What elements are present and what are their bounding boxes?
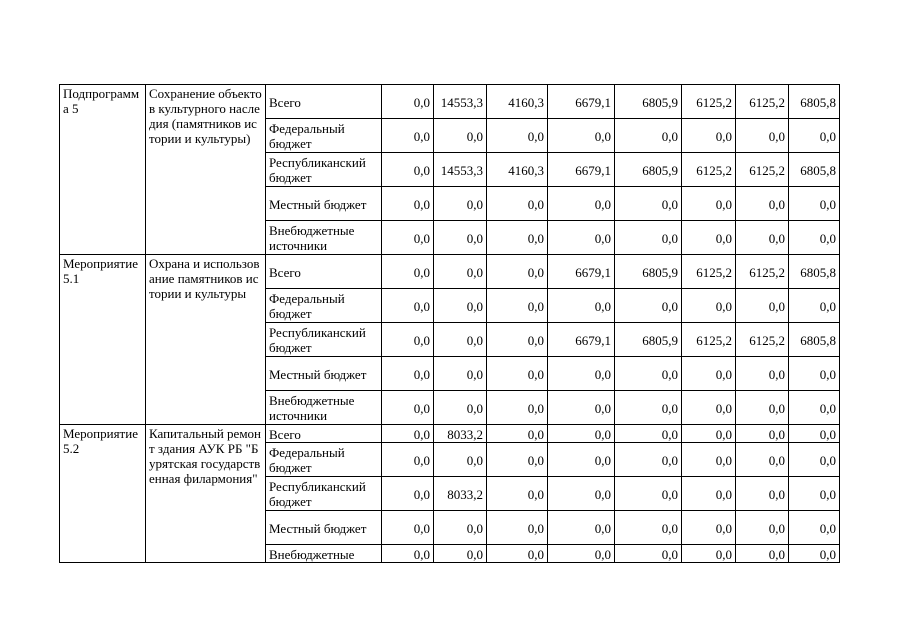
value-cell: 0,0 xyxy=(682,357,736,391)
program-code-cell: Мероприятие 5.1 xyxy=(60,255,146,425)
value-cell: 0,0 xyxy=(382,391,434,425)
value-cell: 6125,2 xyxy=(736,85,789,119)
value-cell: 0,0 xyxy=(382,545,434,563)
value-cell: 0,0 xyxy=(487,477,548,511)
value-cell: 14553,3 xyxy=(434,85,487,119)
value-cell: 0,0 xyxy=(434,443,487,477)
table-row xyxy=(60,255,840,289)
table-row xyxy=(60,425,840,443)
value-cell: 0,0 xyxy=(682,545,736,563)
funding-source-cell: Внебюджетные источники xyxy=(266,391,382,425)
value-cell: 0,0 xyxy=(548,119,615,153)
value-cell: 0,0 xyxy=(382,443,434,477)
value-cell: 6679,1 xyxy=(548,85,615,119)
value-cell: 4160,3 xyxy=(487,85,548,119)
value-cell: 6125,2 xyxy=(682,153,736,187)
value-cell: 0,0 xyxy=(682,511,736,545)
value-cell: 0,0 xyxy=(434,323,487,357)
value-cell: 0,0 xyxy=(487,545,548,563)
value-cell: 0,0 xyxy=(789,545,840,563)
value-cell: 0,0 xyxy=(682,425,736,443)
value-cell: 0,0 xyxy=(736,545,789,563)
value-cell: 0,0 xyxy=(487,425,548,443)
value-cell: 0,0 xyxy=(682,187,736,221)
funding-source-cell: Всего xyxy=(266,425,382,443)
value-cell: 0,0 xyxy=(548,443,615,477)
value-cell: 0,0 xyxy=(789,289,840,323)
value-cell: 0,0 xyxy=(682,391,736,425)
value-cell: 0,0 xyxy=(682,119,736,153)
value-cell: 0,0 xyxy=(682,289,736,323)
value-cell: 0,0 xyxy=(682,221,736,255)
value-cell: 0,0 xyxy=(487,187,548,221)
value-cell: 0,0 xyxy=(548,545,615,563)
funding-source-cell: Республиканский бюджет xyxy=(266,323,382,357)
value-cell: 0,0 xyxy=(382,477,434,511)
value-cell: 0,0 xyxy=(615,391,682,425)
value-cell: 6679,1 xyxy=(548,323,615,357)
value-cell: 0,0 xyxy=(789,443,840,477)
value-cell: 0,0 xyxy=(682,443,736,477)
value-cell: 0,0 xyxy=(382,187,434,221)
value-cell: 6125,2 xyxy=(736,153,789,187)
value-cell: 0,0 xyxy=(548,391,615,425)
value-cell: 0,0 xyxy=(382,153,434,187)
value-cell: 0,0 xyxy=(487,391,548,425)
value-cell: 6805,9 xyxy=(615,323,682,357)
value-cell: 0,0 xyxy=(736,119,789,153)
table-row xyxy=(60,85,840,119)
value-cell: 0,0 xyxy=(789,119,840,153)
value-cell: 0,0 xyxy=(434,255,487,289)
value-cell: 0,0 xyxy=(615,425,682,443)
value-cell: 0,0 xyxy=(487,255,548,289)
value-cell: 0,0 xyxy=(548,357,615,391)
program-code-cell: Подпрограмма 5 xyxy=(60,85,146,255)
value-cell: 0,0 xyxy=(789,187,840,221)
funding-source-cell: Местный бюджет xyxy=(266,187,382,221)
value-cell: 6805,9 xyxy=(615,153,682,187)
funding-source-cell: Федеральный бюджет xyxy=(266,289,382,323)
value-cell: 0,0 xyxy=(548,425,615,443)
value-cell: 0,0 xyxy=(682,477,736,511)
value-cell: 6125,2 xyxy=(682,85,736,119)
value-cell: 6125,2 xyxy=(736,323,789,357)
value-cell: 0,0 xyxy=(615,221,682,255)
value-cell: 6125,2 xyxy=(682,323,736,357)
value-cell: 0,0 xyxy=(487,289,548,323)
value-cell: 0,0 xyxy=(382,85,434,119)
value-cell: 0,0 xyxy=(615,357,682,391)
value-cell: 0,0 xyxy=(615,443,682,477)
value-cell: 0,0 xyxy=(789,357,840,391)
value-cell: 0,0 xyxy=(789,221,840,255)
value-cell: 0,0 xyxy=(382,119,434,153)
value-cell: 0,0 xyxy=(789,477,840,511)
value-cell: 0,0 xyxy=(789,511,840,545)
value-cell: 0,0 xyxy=(736,187,789,221)
value-cell: 0,0 xyxy=(615,511,682,545)
value-cell: 0,0 xyxy=(789,391,840,425)
value-cell: 0,0 xyxy=(615,289,682,323)
value-cell: 0,0 xyxy=(736,477,789,511)
value-cell: 0,0 xyxy=(548,221,615,255)
value-cell: 0,0 xyxy=(434,511,487,545)
value-cell: 0,0 xyxy=(548,289,615,323)
value-cell: 0,0 xyxy=(548,477,615,511)
value-cell: 0,0 xyxy=(487,221,548,255)
value-cell: 4160,3 xyxy=(487,153,548,187)
value-cell: 0,0 xyxy=(789,425,840,443)
value-cell: 0,0 xyxy=(487,323,548,357)
value-cell: 0,0 xyxy=(382,425,434,443)
funding-source-cell: Местный бюджет xyxy=(266,511,382,545)
budget-table-body xyxy=(60,85,840,563)
value-cell: 0,0 xyxy=(434,221,487,255)
value-cell: 0,0 xyxy=(434,119,487,153)
value-cell: 0,0 xyxy=(736,289,789,323)
value-cell: 0,0 xyxy=(548,187,615,221)
value-cell: 8033,2 xyxy=(434,477,487,511)
value-cell: 0,0 xyxy=(736,443,789,477)
value-cell: 6805,9 xyxy=(615,255,682,289)
value-cell: 6805,8 xyxy=(789,323,840,357)
value-cell: 0,0 xyxy=(382,357,434,391)
value-cell: 0,0 xyxy=(487,443,548,477)
value-cell: 0,0 xyxy=(736,425,789,443)
program-code-cell: Мероприятие 5.2 xyxy=(60,425,146,563)
value-cell: 6805,8 xyxy=(789,85,840,119)
budget-table xyxy=(59,84,840,563)
value-cell: 0,0 xyxy=(434,187,487,221)
value-cell: 6805,9 xyxy=(615,85,682,119)
program-name-cell: Капитальный ремонт здания АУК РБ "Бурятская государственная филармония" xyxy=(146,425,266,563)
value-cell: 0,0 xyxy=(382,255,434,289)
value-cell: 0,0 xyxy=(736,391,789,425)
value-cell: 0,0 xyxy=(615,477,682,511)
value-cell: 6679,1 xyxy=(548,255,615,289)
funding-source-cell: Республиканский бюджет xyxy=(266,477,382,511)
value-cell: 0,0 xyxy=(487,357,548,391)
funding-source-cell: Внебюджетные источники xyxy=(266,221,382,255)
value-cell: 0,0 xyxy=(736,221,789,255)
value-cell: 6125,2 xyxy=(682,255,736,289)
program-name-cell: Охрана и использование памятников истории и культуры xyxy=(146,255,266,425)
value-cell: 6805,8 xyxy=(789,255,840,289)
value-cell: 0,0 xyxy=(736,357,789,391)
value-cell: 0,0 xyxy=(615,119,682,153)
value-cell: 8033,2 xyxy=(434,425,487,443)
value-cell: 6679,1 xyxy=(548,153,615,187)
value-cell: 6805,8 xyxy=(789,153,840,187)
funding-source-cell: Федеральный бюджет xyxy=(266,119,382,153)
value-cell: 0,0 xyxy=(382,289,434,323)
funding-source-cell: Всего xyxy=(266,85,382,119)
value-cell: 0,0 xyxy=(434,289,487,323)
value-cell: 0,0 xyxy=(487,119,548,153)
value-cell: 6125,2 xyxy=(736,255,789,289)
value-cell: 0,0 xyxy=(434,357,487,391)
value-cell: 0,0 xyxy=(548,511,615,545)
funding-source-cell: Внебюджетные xyxy=(266,545,382,563)
value-cell: 14553,3 xyxy=(434,153,487,187)
value-cell: 0,0 xyxy=(434,545,487,563)
value-cell: 0,0 xyxy=(487,511,548,545)
funding-source-cell: Республиканский бюджет xyxy=(266,153,382,187)
value-cell: 0,0 xyxy=(615,187,682,221)
value-cell: 0,0 xyxy=(736,511,789,545)
funding-source-cell: Федеральный бюджет xyxy=(266,443,382,477)
funding-source-cell: Местный бюджет xyxy=(266,357,382,391)
funding-source-cell: Всего xyxy=(266,255,382,289)
value-cell: 0,0 xyxy=(382,511,434,545)
program-name-cell: Сохранение объектов культурного наследия (памятников истории и культуры) xyxy=(146,85,266,255)
value-cell: 0,0 xyxy=(382,323,434,357)
value-cell: 0,0 xyxy=(382,221,434,255)
value-cell: 0,0 xyxy=(434,391,487,425)
value-cell: 0,0 xyxy=(615,545,682,563)
